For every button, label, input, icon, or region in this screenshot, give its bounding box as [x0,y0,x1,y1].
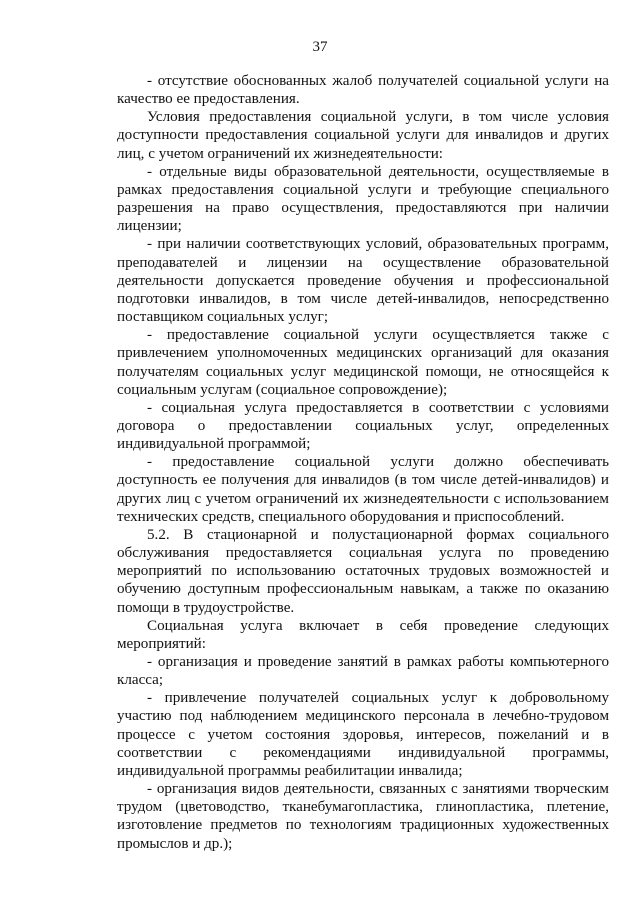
paragraph-medical-organizations: - предоставление социальной услуги осуществляется также с привлечением уполномоченных медицинских организаций для оказания получателям социальных услуг медицинской помощи, не относящейся к социальным услугам (социальное сопровождение); [117,327,609,398]
page-number: 37 [312,39,328,55]
paragraph-service-conditions: Условия предоставления социальной услуги, в том числе условия доступности предоставления социальной услуги для инвалидов и других лиц, с учетом ограничений их жизнедеятельности: [117,109,609,162]
page-body [117,72,609,853]
paragraph-educational-activity: - отдельные виды образовательной деятельности, осуществляемые в рамках предоставления социальной услуги и требующие специального разрешения на право осуществления, предоставляются при наличии лицензии; [117,163,609,235]
paragraph-accessibility: - предоставление социальной услуги должно обеспечивать доступность ее получения для инвалидов (в том числе детей-инвалидов) и других лиц с учетом ограничений их жизнедеятельности с использованием технических средств, специального оборудования и приспособлений. [117,454,609,525]
paragraph-computer-class: - организация и проведение занятий в рамках работы компьютерного класса; [117,654,609,689]
paragraph-contract-terms: - социальная услуга предоставляется в соответствии с условиями договора о предоставлении социальных услуг, определенных индивидуальной программой; [117,399,609,453]
paragraph-no-complaints: - отсутствие обоснованных жалоб получателей социальной услуги на качество ее предоставления. [117,73,609,108]
paragraph-labor-therapy: - привлечение получателей социальных услуг к добровольному участию под наблюдением медицинского персонала в лечебно-трудовом процессе с учетом состояния здоровья, интересов, пожеланий и в соответствии с рекомендациями индивидуальной программы, индивидуальной программы реабилитации инвалида; [117,690,609,779]
paragraph-training-disabled: - при наличии соответствующих условий, образовательных программ, преподавателей и лицензии на осуществление образовательной деятельности допускается проведение обучения и профессиональной подготовки инвалидов, в том числе детей-инвалидов, непосредственно поставщиком социальных услуг; [117,236,609,326]
paragraph-creative-work: - организация видов деятельности, связанных с занятиями творческим трудом (цветоводство, тканебумагопластика, глинопластика, плетение, изготовление предметов по технологиям традиционных художественных промыслов и др.); [117,781,609,852]
paragraph-service-includes: Социальная услуга включает в себя проведение следующих мероприятий: [117,617,609,652]
paragraph-section-5-2: 5.2. В стационарной и полустационарной формах социального обслуживания предоставляется социальная услуга по проведению мероприятий по использованию остаточных трудовых возможностей и обучению доступным профессиональным навыкам, а также по оказанию помощи в трудоустройстве. [117,526,609,616]
